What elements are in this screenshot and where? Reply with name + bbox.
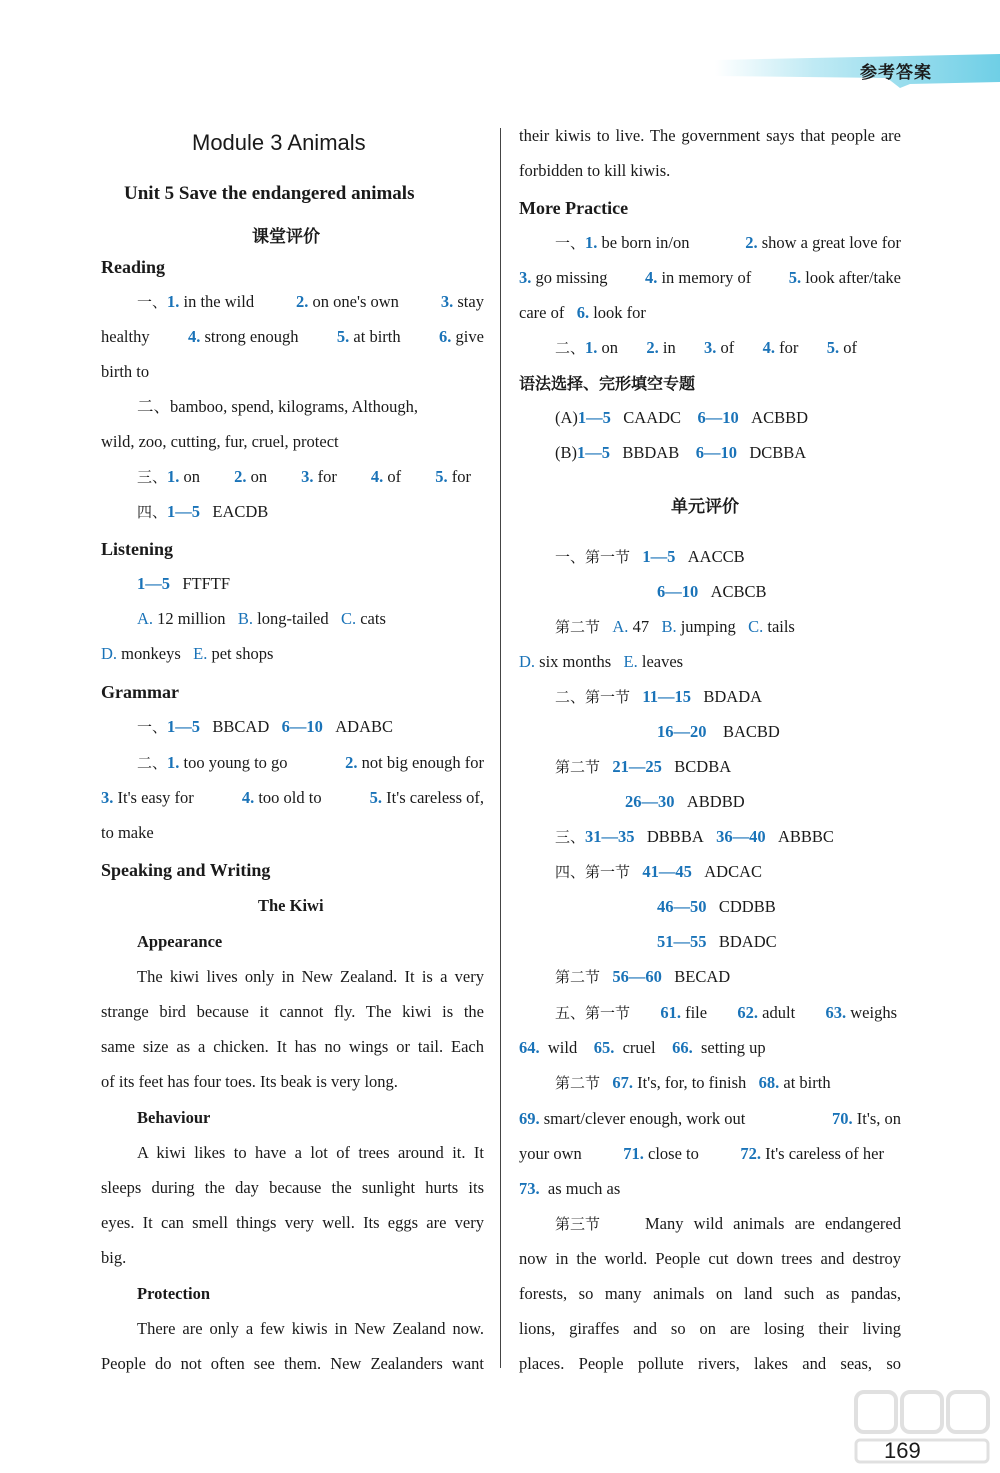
watermark-logo bbox=[852, 1388, 992, 1468]
essay-line: forests, so many animals on land such as pandas, bbox=[519, 1284, 901, 1303]
reading-row-1: 一、1. in the wild 2. on one's own 3. stay bbox=[137, 292, 484, 311]
reading-row-3: birth to bbox=[101, 362, 150, 381]
paragraph-line: forbidden to kill kiwis. bbox=[519, 161, 671, 180]
unit-row: 64. wild 65. cruel 66. setting up bbox=[519, 1038, 766, 1057]
paragraph-line: A kiwi likes to have a lot of trees around it. It bbox=[137, 1143, 484, 1162]
essay-line: 第三节 Many wild animals are endangered bbox=[555, 1214, 901, 1233]
heading-grammar-cloze: 语法选择、完形填空专题 bbox=[519, 374, 696, 393]
grammar-row-3: 3. It's easy for 4. too old to 5. It's careless of, bbox=[101, 788, 484, 807]
paragraph-line: sleeps during the day because the sunlight hurts its bbox=[101, 1178, 484, 1197]
unit-row: 三、31—35 DBBBA 36—40 ABBBC bbox=[555, 827, 834, 846]
module-title: Module 3 Animals bbox=[192, 130, 366, 155]
cloze-row-b: (B)1—5 BBDAB 6—10 DCBBA bbox=[555, 443, 807, 462]
reading-row-7: 四、1—5 EACDB bbox=[137, 502, 269, 521]
unit-row: 26—30 ABDBD bbox=[625, 792, 745, 811]
unit-row: 73. as much as bbox=[519, 1179, 621, 1198]
subheading-appearance: Appearance bbox=[137, 932, 223, 951]
unit-row: 16—20 BACBD bbox=[657, 722, 780, 741]
listening-row-2: A. 12 million B. long-tailed C. cats bbox=[137, 609, 386, 628]
practice-row-1: 一、1. be born in/on 2. show a great love for bbox=[555, 233, 901, 252]
grammar-row-2: 二、1. too young to go 2. not big enough for bbox=[137, 753, 484, 772]
cloze-row-a: (A)1—5 CAADC 6—10 ACBBD bbox=[555, 408, 809, 427]
heading-listening: Listening bbox=[101, 539, 174, 559]
practice-row-3: care of 6. look for bbox=[519, 303, 646, 322]
practice-row-4: 二、1. on 2. in 3. of 4. for 5. of bbox=[555, 338, 857, 357]
paragraph-line: eyes. It can smell things very well. Its eggs are very bbox=[101, 1213, 484, 1232]
column-divider bbox=[500, 128, 501, 1368]
grammar-row-1: 一、1—5 BBCAD 6—10 ADABC bbox=[137, 717, 394, 736]
heading-reading: Reading bbox=[101, 257, 166, 277]
reading-row-2: healthy 4. strong enough 5. at birth 6. give bbox=[101, 327, 484, 346]
paragraph-line: The kiwi lives only in New Zealand. It is a very bbox=[137, 967, 484, 986]
paragraph-line: of its feet has four toes. Its beak is very long. bbox=[101, 1072, 398, 1091]
essay-line: now in the world. People cut down trees and destroy bbox=[519, 1249, 901, 1268]
paragraph-line: same size as a chicken. It has no wings or tail. Each bbox=[101, 1037, 484, 1056]
unit-row: your own 71. close to 72. It's careless of her bbox=[519, 1144, 884, 1163]
essay-line: lions, giraffes and so on are losing their living bbox=[519, 1319, 901, 1338]
unit-title: Unit 5 Save the endangered animals bbox=[124, 183, 415, 204]
grammar-row-4: to make bbox=[101, 823, 154, 842]
subheading-protection: Protection bbox=[137, 1284, 211, 1303]
subheading-behaviour: Behaviour bbox=[137, 1108, 211, 1127]
section-unit-eval: 单元评价 bbox=[671, 497, 739, 517]
heading-speaking-writing: Speaking and Writing bbox=[101, 860, 271, 880]
heading-grammar: Grammar bbox=[101, 682, 179, 702]
header-banner bbox=[715, 48, 1000, 88]
unit-row: 一、第一节 1—5 AACCB bbox=[555, 547, 745, 566]
paragraph-line: strange bird because it cannot fly. The kiwi is the bbox=[101, 1002, 484, 1021]
unit-row: 第二节 A. 47 B. jumping C. tails bbox=[555, 617, 795, 636]
practice-row-2: 3. go missing 4. in memory of 5. look after/take bbox=[519, 268, 901, 287]
unit-row: 51—55 BDADC bbox=[657, 932, 777, 951]
paragraph-line: There are only a few kiwis in New Zealand now. bbox=[137, 1319, 484, 1338]
unit-row: 46—50 CDDBB bbox=[657, 897, 776, 916]
unit-row: 四、第一节 41—45 ADCAC bbox=[555, 862, 763, 881]
unit-row: 6—10 ACBCB bbox=[657, 582, 767, 601]
essay-title: The Kiwi bbox=[258, 896, 324, 915]
paragraph-line: their kiwis to live. The government says that people are bbox=[519, 126, 901, 145]
unit-row: 69. smart/clever enough, work out 70. It's, on bbox=[519, 1109, 901, 1128]
unit-row: D. six months E. leaves bbox=[519, 652, 684, 671]
section-classroom-eval: 课堂评价 bbox=[252, 227, 320, 247]
paragraph-line: People do not often see them. New Zealanders want bbox=[101, 1354, 484, 1373]
listening-row-1: 1—5 FTFTF bbox=[137, 574, 231, 593]
page-number: 169 bbox=[884, 1438, 921, 1463]
unit-row: 第二节 67. It's, for, to finish 68. at birth bbox=[555, 1073, 831, 1092]
unit-row: 二、第一节 11—15 BDADA bbox=[555, 687, 763, 706]
paragraph-line: big. bbox=[101, 1248, 127, 1267]
unit-row: 五、第一节 61. file 62. adult 63. weighs bbox=[555, 1003, 897, 1022]
reading-row-5: wild, zoo, cutting, fur, cruel, protect bbox=[101, 432, 339, 451]
header-label: 参考答案 bbox=[860, 63, 932, 83]
reading-row-6: 三、1. on 2. on 3. for 4. of 5. for bbox=[137, 467, 471, 486]
heading-more-practice: More Practice bbox=[519, 198, 629, 218]
listening-row-3: D. monkeys E. pet shops bbox=[101, 644, 274, 663]
unit-row: 第二节 21—25 BCDBA bbox=[555, 757, 732, 776]
reading-row-4: 二、bamboo, spend, kilograms, Although, bbox=[137, 397, 418, 416]
unit-row: 第二节 56—60 BECAD bbox=[555, 967, 731, 986]
essay-line: places. People pollute rivers, lakes and seas, so bbox=[519, 1354, 901, 1373]
